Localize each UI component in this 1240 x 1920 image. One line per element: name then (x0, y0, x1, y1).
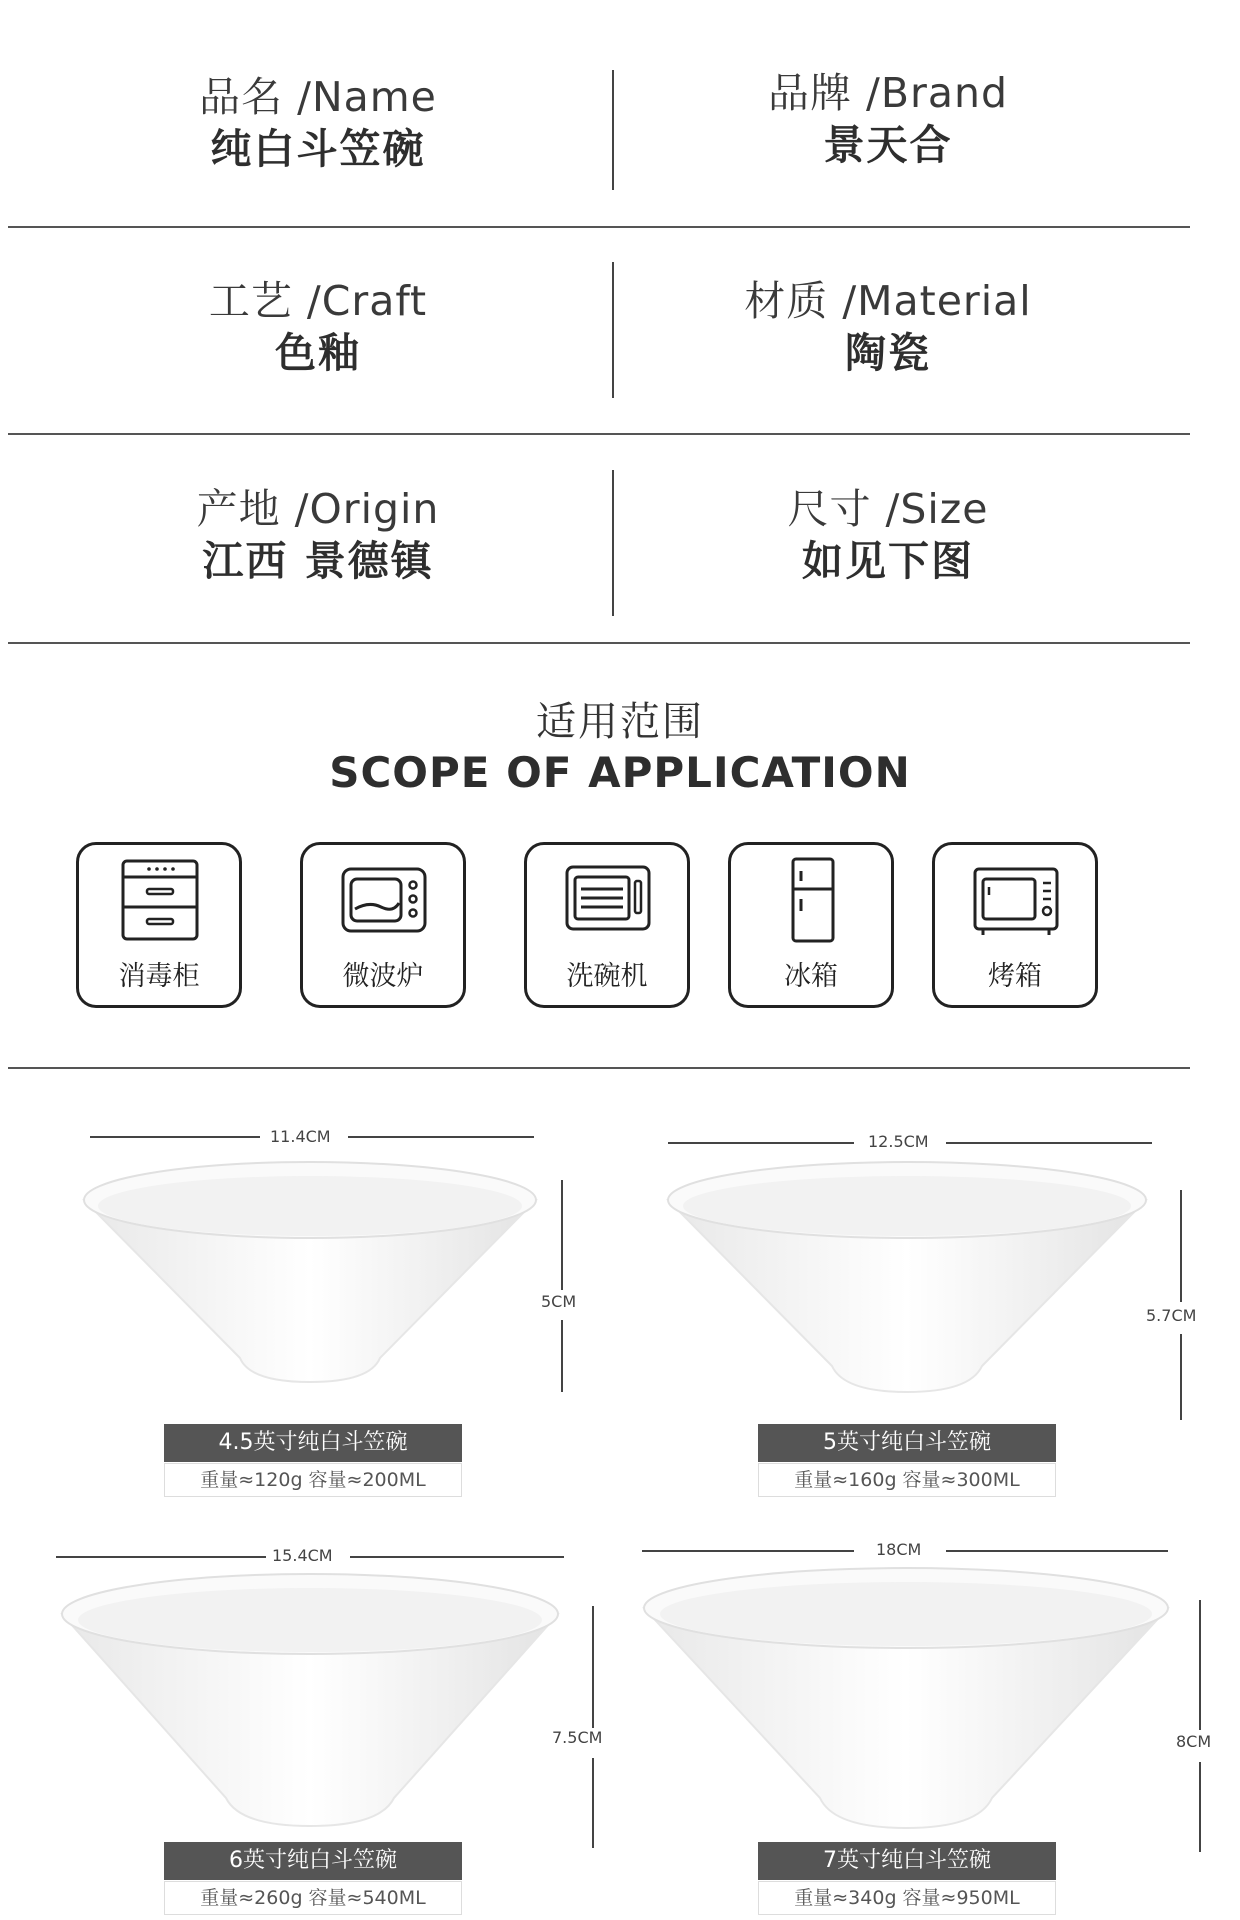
app-card-disinfection-cabinet (76, 842, 242, 1008)
bowl-image (80, 1160, 540, 1410)
scope-title-cn: 适用范围 (536, 699, 704, 745)
app-label-microwave: 微波炉 (342, 961, 424, 992)
width-dimension-line (348, 1136, 534, 1138)
width-dimension-line (946, 1550, 1168, 1552)
spec-divider-vertical (612, 470, 614, 616)
width-dimension-label: 18CM (876, 1540, 922, 1559)
bowl-specs: 重量≈260g 容量≈540ML (164, 1881, 462, 1915)
bowl-image (640, 1566, 1172, 1838)
spec-brand (608, 60, 1168, 228)
dishwasher-icon (565, 857, 651, 943)
app-label-disinfection-cabinet: 消毒柜 (118, 961, 200, 992)
height-dimension-label: 5.7CM (1146, 1306, 1197, 1325)
app-card-dishwasher (524, 842, 690, 1008)
width-dimension-label: 12.5CM (868, 1132, 929, 1151)
spec-origin-value: 江西 景德镇 (202, 537, 434, 585)
bowl-title: 4.5英寸纯白斗笠碗 (164, 1424, 462, 1462)
height-dimension-label: 5CM (541, 1292, 577, 1311)
spec-craft-value: 色釉 (275, 329, 361, 377)
spec-divider-vertical (612, 262, 614, 398)
spec-divider-horizontal (8, 433, 1190, 435)
bowl-specs: 重量≈120g 容量≈200ML (164, 1463, 462, 1497)
width-dimension-line (946, 1142, 1152, 1144)
app-label-dishwasher: 洗碗机 (566, 961, 648, 992)
spec-material (608, 268, 1168, 436)
spec-material-value: 陶瓷 (845, 329, 931, 377)
height-dimension-line (561, 1180, 563, 1290)
height-dimension-line (592, 1758, 594, 1848)
bowl-title: 7英寸纯白斗笠碗 (758, 1842, 1056, 1880)
width-dimension-line (668, 1142, 854, 1144)
spec-row-craft-material (8, 268, 1188, 428)
height-dimension-line (1180, 1334, 1182, 1420)
app-card-fridge (728, 842, 894, 1008)
spec-row-name-brand (8, 60, 1188, 220)
spec-craft-label: 工艺 /Craft (208, 277, 428, 325)
height-dimension-line (561, 1320, 563, 1392)
spec-row-origin-size (8, 476, 1188, 636)
height-dimension-label: 8CM (1176, 1732, 1212, 1751)
bowl-title: 5英寸纯白斗笠碗 (758, 1424, 1056, 1462)
width-dimension-label: 11.4CM (270, 1127, 331, 1146)
bowl-specs: 重量≈160g 容量≈300ML (758, 1463, 1056, 1497)
width-dimension-line (350, 1556, 564, 1558)
microwave-icon (341, 857, 427, 943)
bowl-specs: 重量≈340g 容量≈950ML (758, 1881, 1056, 1915)
app-label-oven: 烤箱 (988, 961, 1042, 992)
app-card-microwave (300, 842, 466, 1008)
scope-title-en: SCOPE OF APPLICATION (329, 748, 911, 797)
section-divider (8, 1067, 1190, 1069)
spec-origin-label: 产地 /Origin (196, 485, 440, 533)
width-dimension-line (90, 1136, 260, 1138)
spec-craft (38, 268, 598, 436)
spec-size (608, 476, 1168, 644)
spec-divider-horizontal (8, 642, 1190, 644)
height-dimension-line (1199, 1600, 1201, 1730)
app-card-oven (932, 842, 1098, 1008)
spec-material-label: 材质 /Material (744, 277, 1032, 325)
spec-name (38, 60, 598, 232)
height-dimension-label: 7.5CM (552, 1728, 603, 1747)
fridge-icon (769, 857, 855, 943)
disinfection-cabinet-icon (117, 857, 203, 943)
spec-brand-label: 品牌 /Brand (768, 69, 1008, 117)
spec-brand-value: 景天合 (823, 121, 953, 169)
spec-origin (38, 476, 598, 644)
spec-size-value: 如见下图 (802, 537, 974, 585)
app-label-fridge: 冰箱 (784, 961, 838, 992)
bowl-image (58, 1572, 562, 1838)
width-dimension-line (56, 1556, 266, 1558)
width-dimension-label: 15.4CM (272, 1546, 333, 1565)
height-dimension-line (1199, 1762, 1201, 1852)
width-dimension-line (642, 1550, 854, 1552)
spec-divider-vertical (612, 70, 614, 190)
bowl-title: 6英寸纯白斗笠碗 (164, 1842, 462, 1880)
height-dimension-line (1180, 1190, 1182, 1302)
spec-divider-horizontal (8, 226, 1190, 228)
oven-icon (973, 857, 1059, 943)
spec-size-label: 尺寸 /Size (787, 485, 989, 533)
bowl-image (664, 1160, 1150, 1416)
height-dimension-line (592, 1606, 594, 1728)
spec-name-value: 纯白斗笠碗 (210, 125, 426, 173)
spec-name-label: 品名 /Name (199, 73, 437, 121)
